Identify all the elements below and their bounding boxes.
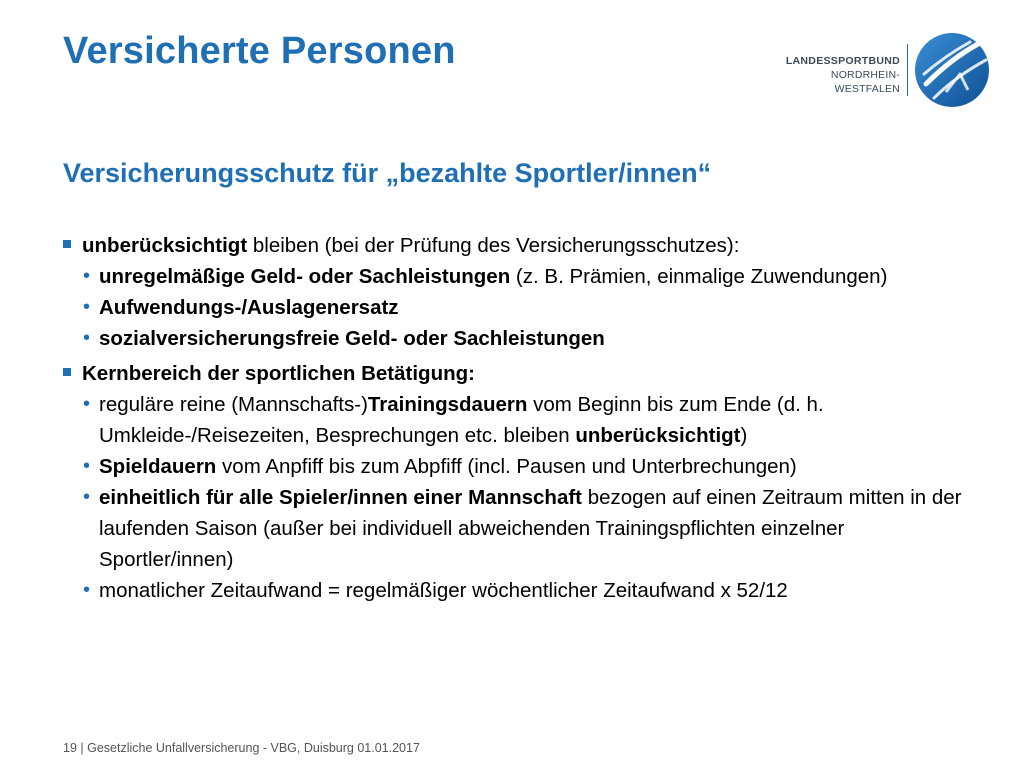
list-item bbox=[63, 261, 983, 292]
bullet-dot-icon: • bbox=[83, 265, 91, 287]
logo bbox=[780, 30, 1010, 110]
list-item bbox=[63, 389, 983, 451]
sub-list-kernbereich bbox=[63, 389, 983, 606]
bullet-bold-text: Kernbereich der sportlichen Betätigung: bbox=[82, 362, 475, 385]
item-bold-text: sozialversicherungsfreie Geld- oder Sachleistungen bbox=[99, 327, 605, 350]
bullet-unberuecksichtigt bbox=[63, 230, 983, 261]
logo-divider bbox=[907, 44, 908, 96]
bullet-dot-icon: • bbox=[83, 327, 91, 349]
sub-list-unberuecksichtigt bbox=[63, 261, 983, 354]
bullet-dot-icon: • bbox=[83, 579, 91, 601]
slide-title: Versicherte Personen bbox=[63, 30, 456, 72]
item-bold-text: unberücksichtigt bbox=[575, 424, 741, 447]
bullet-text: bleiben (bei der Prüfung des Versicherungsschutzes): bbox=[247, 234, 740, 257]
logo-line-2: NORDRHEIN-WESTFALEN bbox=[830, 69, 900, 95]
logo-text bbox=[780, 54, 900, 96]
item-text: ) bbox=[740, 424, 748, 447]
item-text: bezogen auf einen Zeitraum mitten in der laufenden Saison (außer bei individuell abweichenden Trainingspflichten einzelner Sportler/innen) bbox=[99, 486, 962, 571]
content-body bbox=[63, 230, 983, 606]
bullet-dot-icon: • bbox=[83, 393, 91, 415]
item-text: reguläre reine (Mannschafts-) bbox=[99, 393, 368, 416]
bullet-kernbereich bbox=[63, 358, 983, 389]
item-bold-text: einheitlich für alle Spieler/innen einer Mannschaft bbox=[99, 486, 583, 509]
logo-emblem-icon bbox=[912, 30, 992, 110]
item-text: (z. B. Prämien, einmalige Zuwendungen) bbox=[510, 265, 888, 288]
list-item bbox=[63, 482, 983, 575]
list-item bbox=[63, 323, 983, 354]
list-item bbox=[63, 575, 983, 606]
square-bullet-icon bbox=[63, 240, 71, 248]
item-bold-text: Spieldauern bbox=[99, 455, 217, 478]
item-text: monatlicher Zeitaufwand = regelmäßiger wöchentlicher Zeitaufwand x 52/12 bbox=[99, 579, 788, 602]
item-bold-text: Trainingsdauern bbox=[367, 393, 528, 416]
logo-line-1: LANDESSPORTBUND bbox=[785, 55, 900, 67]
square-bullet-icon bbox=[63, 368, 71, 376]
footer: 19 | Gesetzliche Unfallversicherung - VBG, Duisburg 01.01.2017 bbox=[63, 741, 420, 755]
list-item bbox=[63, 292, 983, 323]
bullet-dot-icon: • bbox=[83, 486, 91, 508]
bullet-dot-icon: • bbox=[83, 455, 91, 477]
item-text: vom Anpfiff bis zum Abpfiff (incl. Pausen und Unterbrechungen) bbox=[216, 455, 797, 478]
item-text: vom Beginn bis zum Ende (d. h. Umkleide-/Reisezeiten, Besprechungen etc. bleiben bbox=[99, 393, 824, 447]
bullet-bold-text: unberücksichtigt bbox=[82, 234, 248, 257]
item-bold-text: Aufwendungs-/Auslagenersatz bbox=[99, 296, 399, 319]
item-bold-text: unregelmäßige Geld- oder Sachleistungen bbox=[99, 265, 511, 288]
list-item bbox=[63, 451, 983, 482]
bullet-dot-icon: • bbox=[83, 296, 91, 318]
section-subtitle: Versicherungsschutz für „bezahlte Sportler/innen“ bbox=[63, 158, 712, 188]
